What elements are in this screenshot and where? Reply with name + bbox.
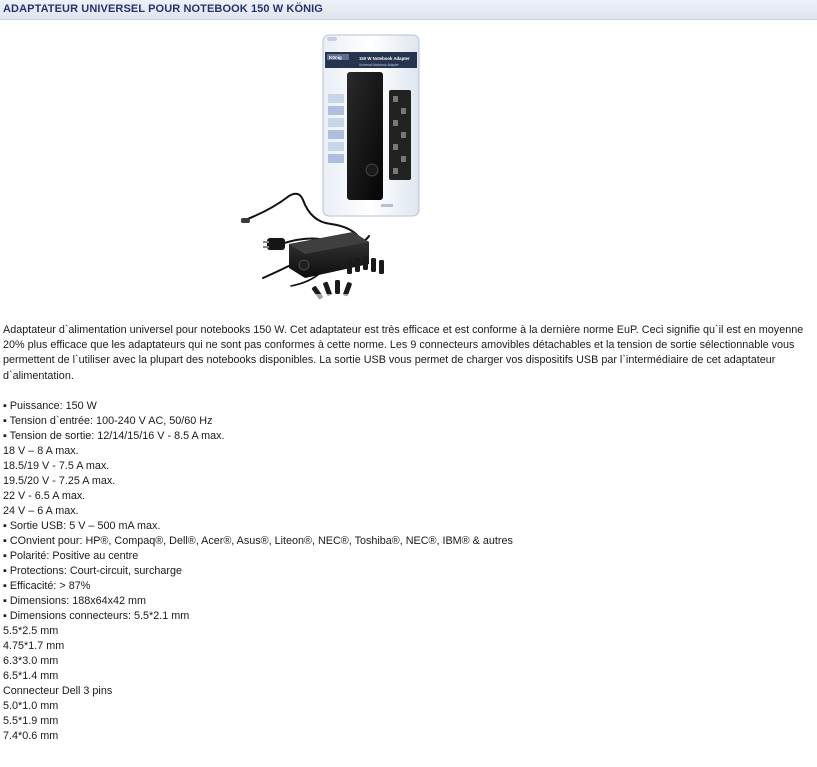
spec-item: 24 V – 6 A max. xyxy=(3,505,79,517)
package-brand-label: König xyxy=(329,55,342,60)
spec-item: Connecteur Dell 3 pins xyxy=(3,685,113,697)
package-box xyxy=(323,35,419,216)
spec-item: 5.5*1.9 mm xyxy=(3,715,59,727)
power-plug xyxy=(241,218,285,250)
spec-item: ▪ Efficacité: > 87% xyxy=(3,580,91,592)
spec-item: 19.5/20 V - 7.25 A max. xyxy=(3,475,116,487)
spec-item: ▪ Protections: Court-circuit, surcharge xyxy=(3,565,183,577)
spec-item: 4.75*1.7 mm xyxy=(3,640,65,652)
spec-item: 18.5/19 V - 7.5 A max. xyxy=(3,460,110,472)
package-title-label: 150 W Notebook Adapter xyxy=(359,56,410,61)
spec-item: ▪ COnvient pour: HP®, Compaq®, Dell®, Acer®, Asus®, Liteon®, NEC®, Toshiba®, NEC®, IBM® & autres xyxy=(3,535,513,547)
product-photo xyxy=(241,32,421,308)
spec-item: ▪ Tension d`entrée: 100-240 V AC, 50/60 Hz xyxy=(3,415,213,427)
product-title: ADAPTATEUR UNIVERSEL POUR NOTEBOOK 150 W KÖNIG xyxy=(3,3,323,15)
spec-item: ▪ Dimensions connecteurs: 5.5*2.1 mm xyxy=(3,610,190,622)
spec-item: ▪ Tension de sortie: 12/14/15/16 V - 8.5 A max. xyxy=(3,430,225,442)
spec-item: 6.5*1.4 mm xyxy=(3,670,59,682)
package-subtitle-label: Universal Notebook Adapter xyxy=(359,63,399,67)
spec-item: ▪ Sortie USB: 5 V – 500 mA max. xyxy=(3,520,161,532)
spec-item: 5.0*1.0 mm xyxy=(3,700,59,712)
spec-item: 22 V - 6.5 A max. xyxy=(3,490,86,502)
spec-item: ▪ Puissance: 150 W xyxy=(3,400,97,412)
product-title-bar xyxy=(0,0,817,20)
spec-item: 5.5*2.5 mm xyxy=(3,625,59,637)
spec-list xyxy=(3,399,815,744)
spec-item: ▪ Dimensions: 188x64x42 mm xyxy=(3,595,147,607)
spec-item: 18 V – 8 A max. xyxy=(3,445,79,457)
spec-item: 7.4*0.6 mm xyxy=(3,730,59,742)
spec-item: ▪ Polarité: Positive au centre xyxy=(3,550,139,562)
product-description: Adaptateur d`alimentation universel pour notebooks 150 W. Cet adaptateur est très efficace et est conforme à la dernière norme EuP. Ceci signifie qu`il est en moyenne 20% plus efficace que les adaptateurs qui ne sont pas conformes à cette norme. Les 9 connecteurs amovibles détachables et la tension de sortie sélectionnable vous permettent de l`utiliser avec la plupart des notebooks disponibles. La sortie USB vous permet de charger vos dispositifs USB par l`intermédiaire de cet adaptateur d`alimentation. xyxy=(3,324,804,382)
spec-item: 6.3*3.0 mm xyxy=(3,655,59,667)
